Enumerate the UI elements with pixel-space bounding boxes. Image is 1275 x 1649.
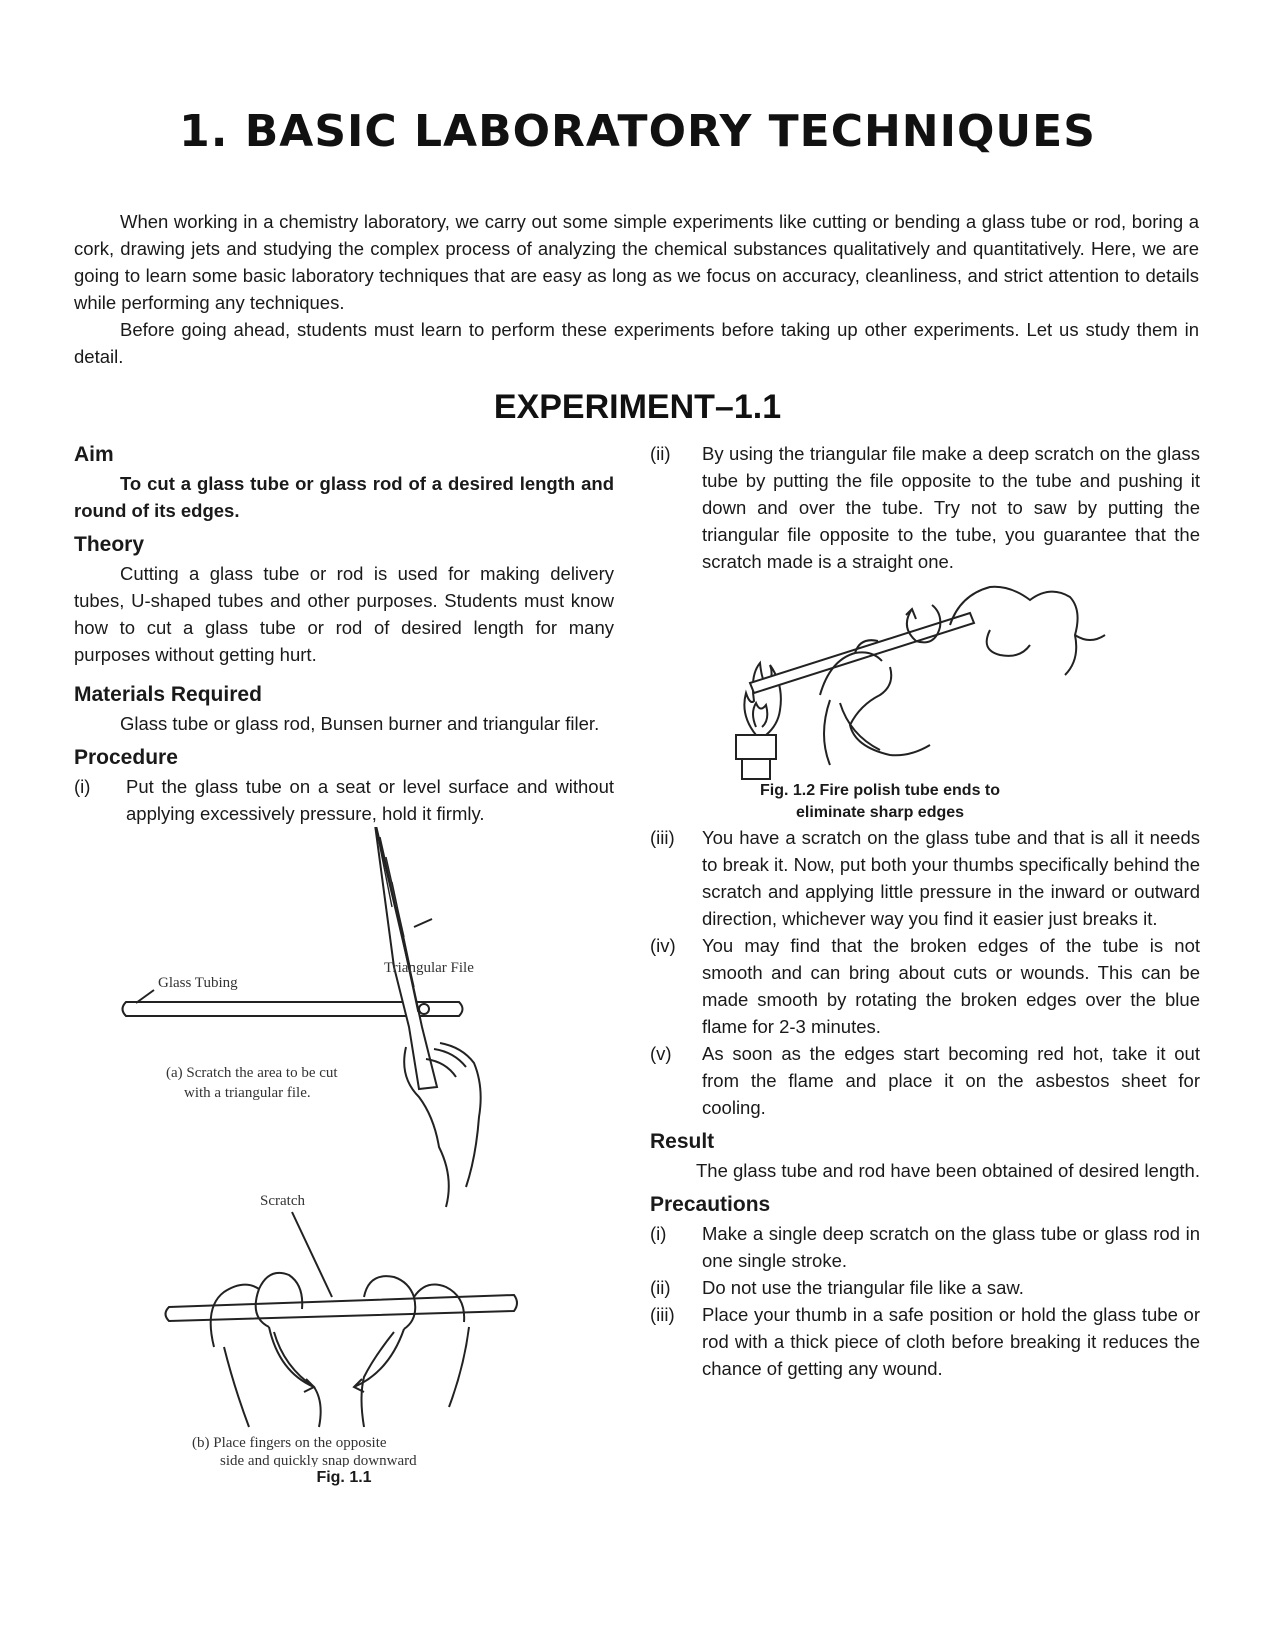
aim-text: To cut a glass tube or glass rod of a desired length and round of its edges. bbox=[74, 473, 614, 521]
scratch-label: Scratch bbox=[260, 1193, 305, 1209]
figure-1-1 bbox=[74, 827, 614, 1489]
precaution-item-number: (ii) bbox=[650, 1277, 671, 1298]
procedure-item-text: Put the glass tube on a seat or level surface and without applying excessively pressure, hold it firmly. bbox=[126, 776, 614, 824]
left-column bbox=[74, 440, 614, 1489]
materials-heading: Materials Required bbox=[74, 683, 262, 706]
procedure-item-number: (i) bbox=[74, 776, 91, 797]
precaution-item-number: (iii) bbox=[650, 1304, 675, 1325]
precaution-item-2 bbox=[650, 1274, 1200, 1301]
precautions-heading: Precautions bbox=[650, 1193, 771, 1216]
intro-paragraph-1: When working in a chemistry laboratory, we carry out some simple experiments like cutting or bending a glass tube or rod, boring a cork, drawing jets and studying the complex process of analyzing the chemical substances qualitatively and quantitatively. Here, we are going to learn some basic laboratory techniques that are easy as long as we focus on accuracy, cleanliness, and strict attention to details while performing any techniques. bbox=[74, 211, 1199, 313]
procedure-item-number: (iii) bbox=[650, 827, 675, 848]
procedure-item-3 bbox=[650, 824, 1200, 932]
procedure-item-number: (iv) bbox=[650, 935, 676, 956]
result-text: The glass tube and rod have been obtained of desired length. bbox=[696, 1160, 1200, 1181]
procedure-item-text: As soon as the edges start becoming red hot, take it out from the flame and place it on the asbestos sheet for cooling. bbox=[702, 1043, 1200, 1118]
precaution-item-text: Do not use the triangular file like a saw. bbox=[702, 1277, 1024, 1298]
procedure-item-5 bbox=[650, 1040, 1200, 1121]
procedure-item-number: (v) bbox=[650, 1043, 672, 1064]
theory-text: Cutting a glass tube or rod is used for making delivery tubes, U-shaped tubes and other purposes. Students must know how to cut a glass tube or rod of desired length for many purposes without getting hurt. bbox=[74, 563, 614, 665]
figure-1-2-caption-line-2: eliminate sharp edges bbox=[795, 804, 965, 821]
procedure-heading: Procedure bbox=[74, 746, 178, 769]
theory-heading: Theory bbox=[74, 533, 145, 556]
precaution-item-number: (i) bbox=[650, 1223, 667, 1244]
figure-1-1-drawing bbox=[74, 827, 614, 1467]
precaution-item-3 bbox=[650, 1301, 1200, 1382]
caption-b-line-1: (b) Place fingers on the opposite bbox=[192, 1435, 387, 1451]
precaution-item-1 bbox=[650, 1220, 1200, 1274]
result-heading: Result bbox=[650, 1130, 715, 1153]
intro-paragraph-2: Before going ahead, students must learn to perform these experiments before taking up other experiments. Let us study them in detail. bbox=[74, 319, 1199, 367]
procedure-item-text: By using the triangular file make a deep scratch on the glass tube by putting the file opposite to the tube and pushing it down and over the tube. Try not to saw by putting the triangular file opposite to the tube, you guarantee that the scratch made is a straight one. bbox=[702, 443, 1200, 572]
chapter-title: 1. BASIC LABORATORY TECHNIQUES bbox=[179, 106, 1096, 157]
aim-heading: Aim bbox=[74, 443, 114, 466]
figure-1-2 bbox=[650, 575, 1200, 824]
procedure-item-1 bbox=[74, 773, 614, 827]
triangular-file-label: Triangular File bbox=[384, 960, 474, 976]
figure-1-2-caption-line-1: Fig. 1.2 Fire polish tube ends to bbox=[759, 782, 1001, 799]
intro-section bbox=[74, 208, 1199, 370]
caption-b-line-2: side and quickly snap downward bbox=[220, 1453, 417, 1467]
experiment-title: EXPERIMENT–1.1 bbox=[493, 388, 782, 426]
glass-tubing-label: Glass Tubing bbox=[158, 975, 238, 991]
right-column bbox=[650, 440, 1200, 1382]
caption-a-line-2: with a triangular file. bbox=[184, 1085, 311, 1101]
procedure-item-2 bbox=[650, 440, 1200, 575]
caption-a-line-1: (a) Scratch the area to be cut bbox=[166, 1065, 338, 1081]
procedure-item-text: You have a scratch on the glass tube and that is all it needs to break it. Now, put both your thumbs specifically behind the scratch and applying little pressure in the inward or outward direction, whichever way you find it easier just breaks it. bbox=[702, 827, 1200, 929]
figure-1-2-drawing bbox=[650, 575, 1200, 780]
procedure-item-number: (ii) bbox=[650, 443, 671, 464]
procedure-item-text: You may find that the broken edges of the tube is not smooth and can bring about cuts or wounds. This can be made smooth by rotating the broken edges over the blue flame for 2-3 minutes. bbox=[702, 935, 1200, 1037]
procedure-item-4 bbox=[650, 932, 1200, 1040]
precaution-item-text: Make a single deep scratch on the glass tube or glass rod in one single stroke. bbox=[702, 1223, 1200, 1271]
materials-text: Glass tube or glass rod, Bunsen burner and triangular filer. bbox=[120, 713, 600, 734]
precaution-item-text: Place your thumb in a safe position or hold the glass tube or rod with a thick piece of cloth before breaking it reduces the chance of getting any wound. bbox=[702, 1304, 1200, 1379]
figure-1-1-caption: Fig. 1.1 bbox=[316, 1469, 372, 1486]
